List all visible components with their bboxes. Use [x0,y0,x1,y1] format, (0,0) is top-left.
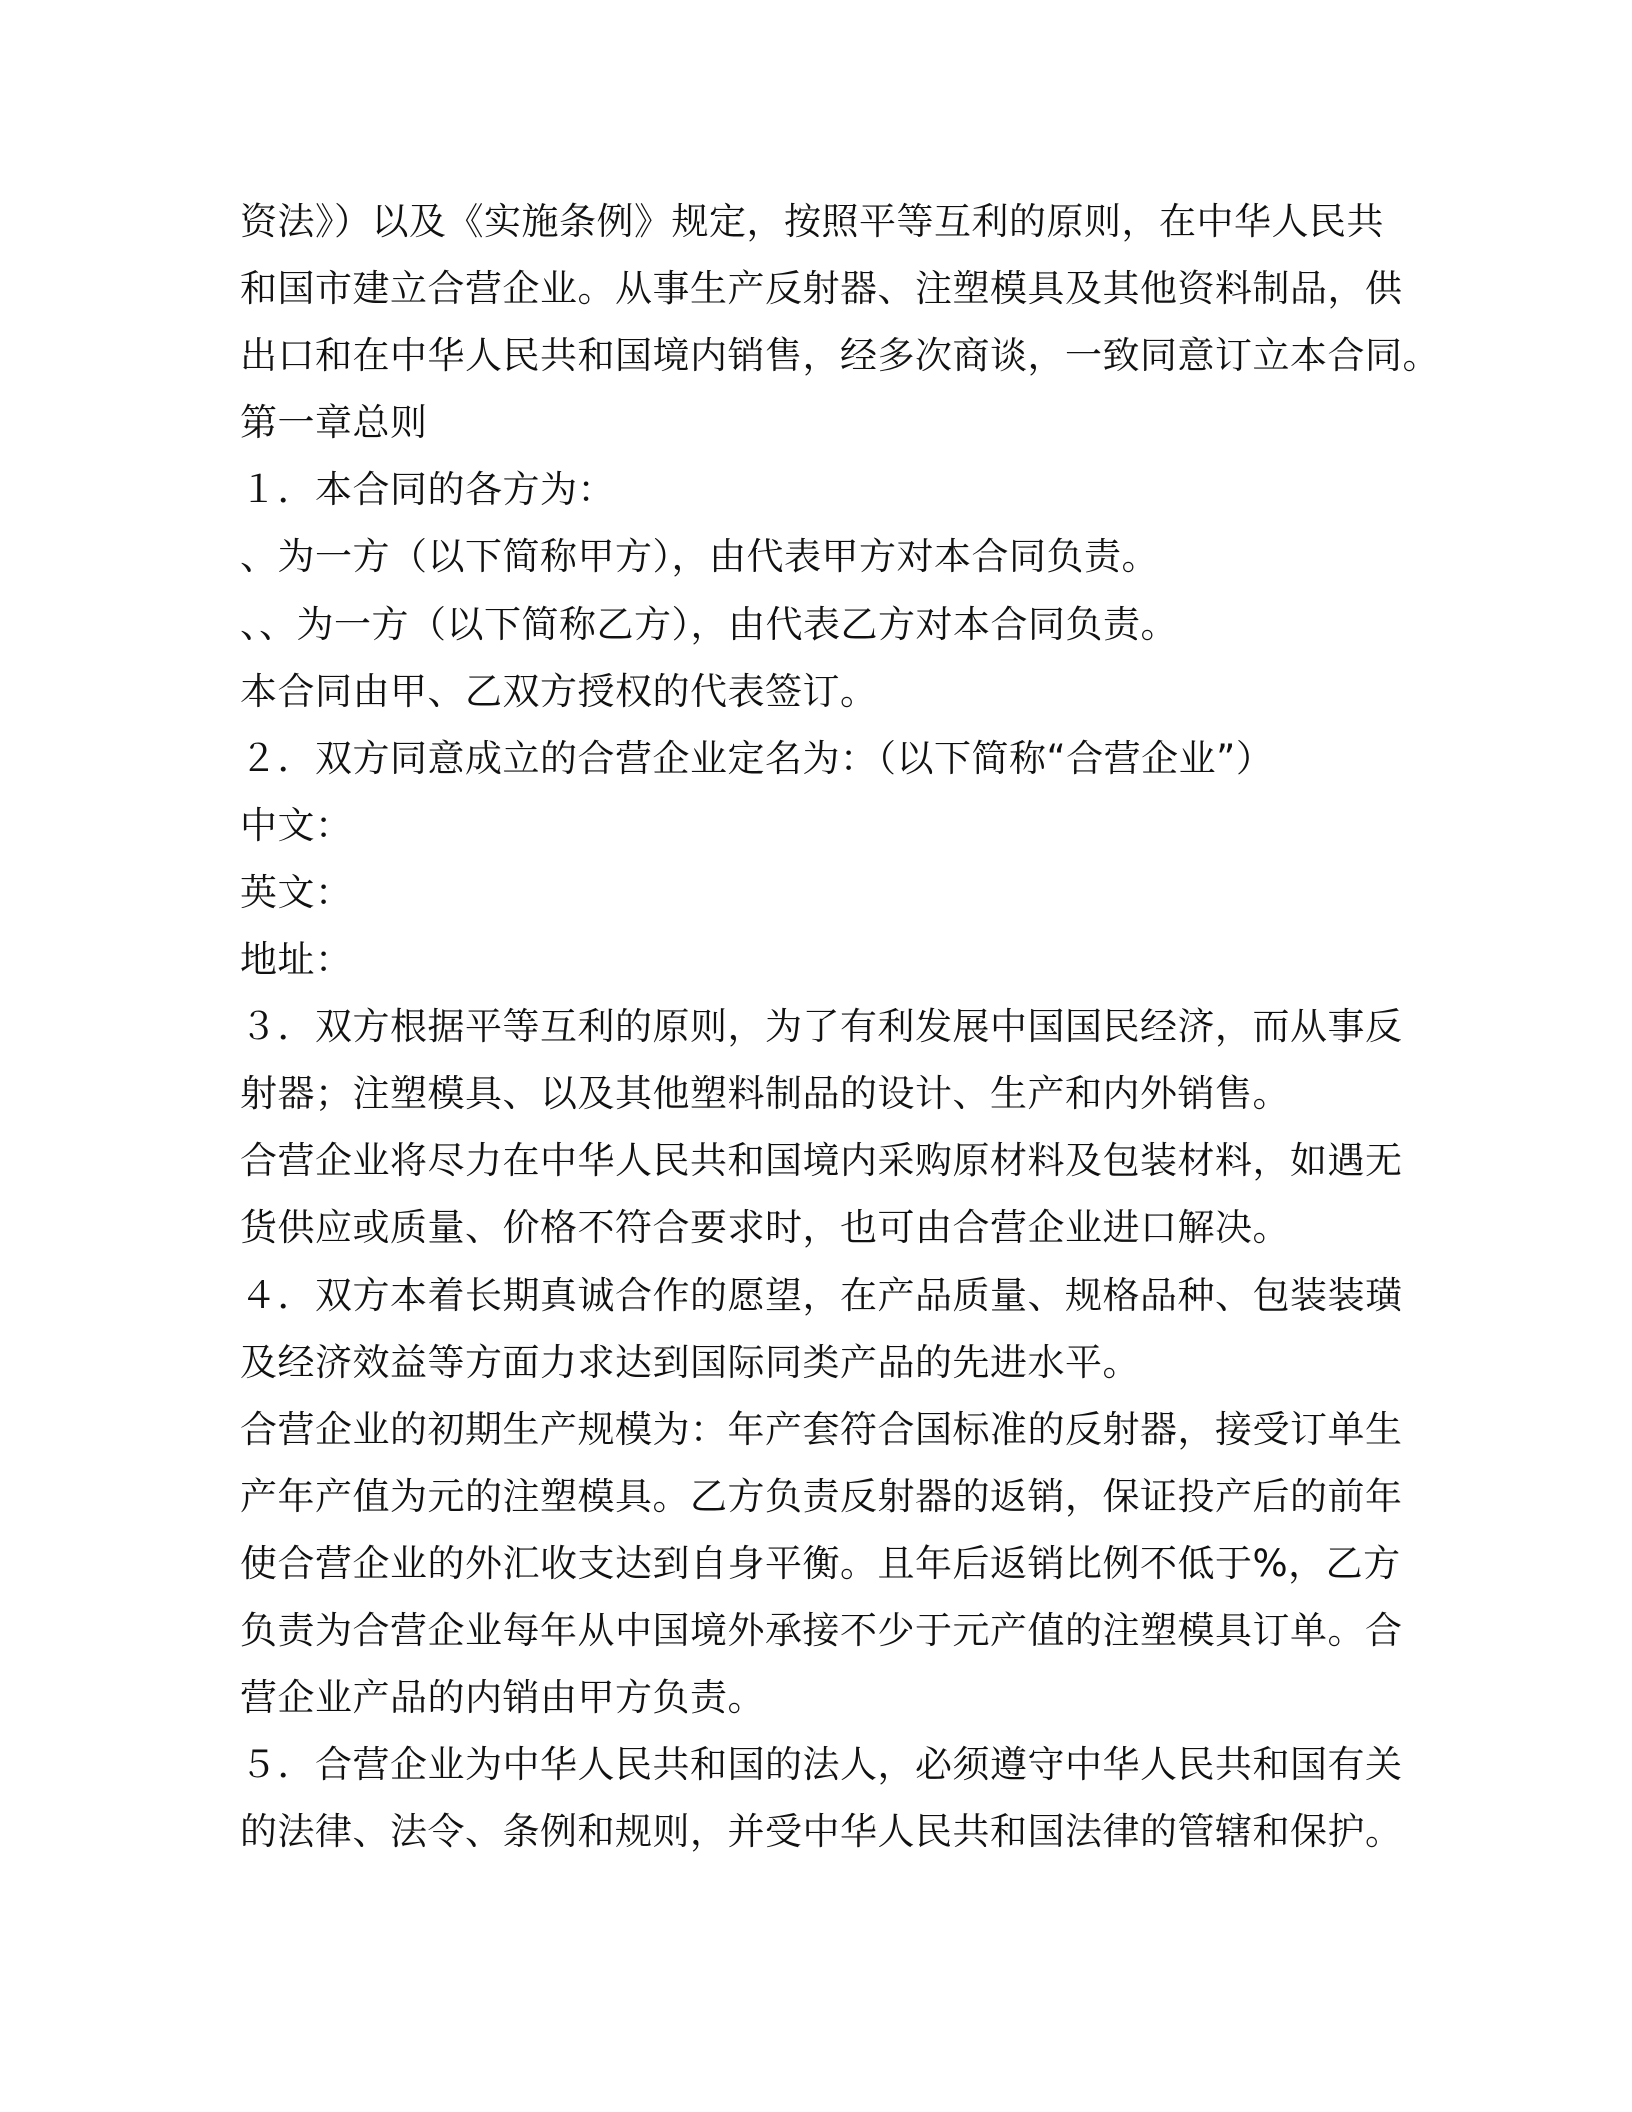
text-line: 和国市建立合营企业。从事生产反射器、注塑模具及其他资料制品，供 [240,267,1403,311]
clause-4: ４．双方本着长期真诚合作的愿望，在产品质量、规格品种、包装装璜 [240,1273,1403,1317]
clause-3: ３．双方根据平等互利的原则，为了有利发展中国国民经济，而从事反 [240,1005,1403,1049]
text-line: 资法》）以及《实施条例》规定，按照平等互利的原则，在中华人民共 [240,200,1384,243]
text-line: 合营企业的初期生产规模为：年产套符合国标准的反射器，接受订单生 [240,1407,1403,1451]
clause-2: ２．双方同意成立的合营企业定名为：（以下简称“合营企业”） [240,736,1274,780]
text-line: 出口和在中华人民共和国境内销售，经多次商谈，一致同意订立本合同。 [240,334,1440,378]
text-line: 射器；注塑模具、以及其他塑料制品的设计、生产和内外销售。 [240,1072,1290,1116]
contract-text [240,188,1440,1865]
clause-1: １．本合同的各方为： [240,468,615,512]
text-line: 合营企业将尽力在中华人民共和国境内采购原材料及包装材料，如遇无 [240,1139,1403,1183]
text-line: 本合同由甲、乙双方授权的代表签订。 [240,669,878,713]
text-line: 产年产值为元的注塑模具。乙方负责反射器的返销，保证投产后的前年 [240,1474,1403,1518]
chapter-heading: 第一章总则 [240,401,428,445]
field-english-name: 英文： [240,870,353,914]
text-line: 的法律、法令、条例和规则，并受中华人民共和国法律的管辖和保护。 [240,1810,1403,1854]
text-line: 、为一方（以下简称甲方），由代表甲方对本合同负责。 [240,535,1159,579]
text-line: 负责为合营企业每年从中国境外承接不少于元产值的注塑模具订单。合 [240,1608,1403,1652]
field-chinese-name: 中文： [240,803,353,847]
text-line: 货供应或质量、价格不符合要求时，也可由合营企业进口解决。 [240,1206,1290,1250]
text-line: 及经济效益等方面力求达到国际同类产品的先进水平。 [240,1340,1140,1384]
text-line: 使合营企业的外汇收支达到自身平衡。且年后返销比例不低于%，乙方 [240,1541,1401,1585]
field-address: 地址： [240,938,353,982]
text-line: 、、为一方（以下简称乙方），由代表乙方对本合同负责。 [240,602,1178,646]
text-line: 营企业产品的内销由甲方负责。 [240,1676,765,1720]
clause-5: ５．合营企业为中华人民共和国的法人，必须遵守中华人民共和国有关 [240,1743,1403,1787]
